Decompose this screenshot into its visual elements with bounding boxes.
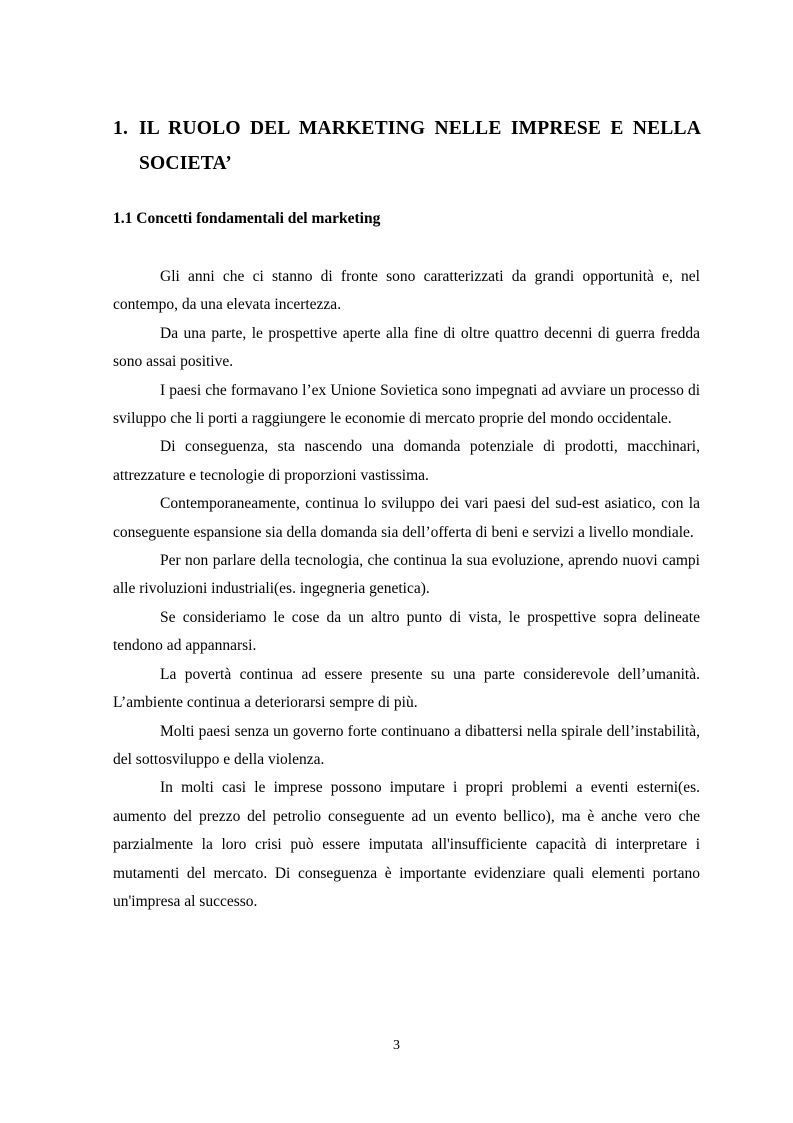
paragraph: In molti casi le imprese possono imputare i propri problemi a eventi esterni(es. aumento del prezzo del petrolio conseguente ad un evento bellico), ma è anche vero che parzialmente la loro crisi può essere imputata all'insufficiente capacità di interpretare i mutamenti del mercato. Di conseguenza è importante evidenziare quali elementi portano un'impresa al successo. (113, 779, 700, 910)
chapter-number: 1. (113, 118, 129, 139)
chapter-heading (113, 111, 701, 181)
paragraph: Contemporaneamente, continua lo sviluppo dei vari paesi del sud-est asiatico, con la conseguente espansione sia della domanda sia dell’offerta di beni e servizi a livello mondiale. (113, 495, 700, 541)
section-heading: 1.1 Concetti fondamentali del marketing (113, 210, 381, 227)
paragraph: Se consideriamo le cose da un altro punto di vista, le prospettive sopra delineate tendono ad appannarsi. (113, 608, 700, 655)
paragraph: Per non parlare della tecnologia, che continua la sua evoluzione, aprendo nuovi campi alle rivoluzioni industriali(es. ingegneria genetica). (113, 552, 700, 598)
paragraph: Da una parte, le prospettive aperte alla fine di oltre quattro decenni di guerra fredda sono assai positive. (113, 324, 700, 371)
paragraph: Molti paesi senza un governo forte continuano a dibattersi nella spirale dell’instabilità, del sottosviluppo e della violenza. (113, 722, 700, 768)
paragraph: Gli anni che ci stanno di fronte sono caratterizzati da grandi opportunità e, nel contempo, da una elevata incertezza. (113, 268, 700, 314)
paragraph: La povertà continua ad essere presente su una parte considerevole dell’umanità. L’ambiente continua a deteriorarsi sempre di più. (113, 665, 700, 712)
page-number: 3 (393, 1038, 400, 1053)
chapter-title: IL RUOLO DEL MARKETING NELLE IMPRESE E NELLA SOCIETA’ (139, 118, 701, 174)
body-text (113, 263, 700, 916)
paragraph: Di conseguenza, sta nascendo una domanda potenziale di prodotti, macchinari, attrezzature e tecnologie di proporzioni vastissima. (113, 438, 700, 484)
paragraph: I paesi che formavano l’ex Unione Sovietica sono impegnati ad avviare un processo di sviluppo che li porti a raggiungere le economie di mercato proprie del mondo occidentale. (113, 381, 700, 428)
